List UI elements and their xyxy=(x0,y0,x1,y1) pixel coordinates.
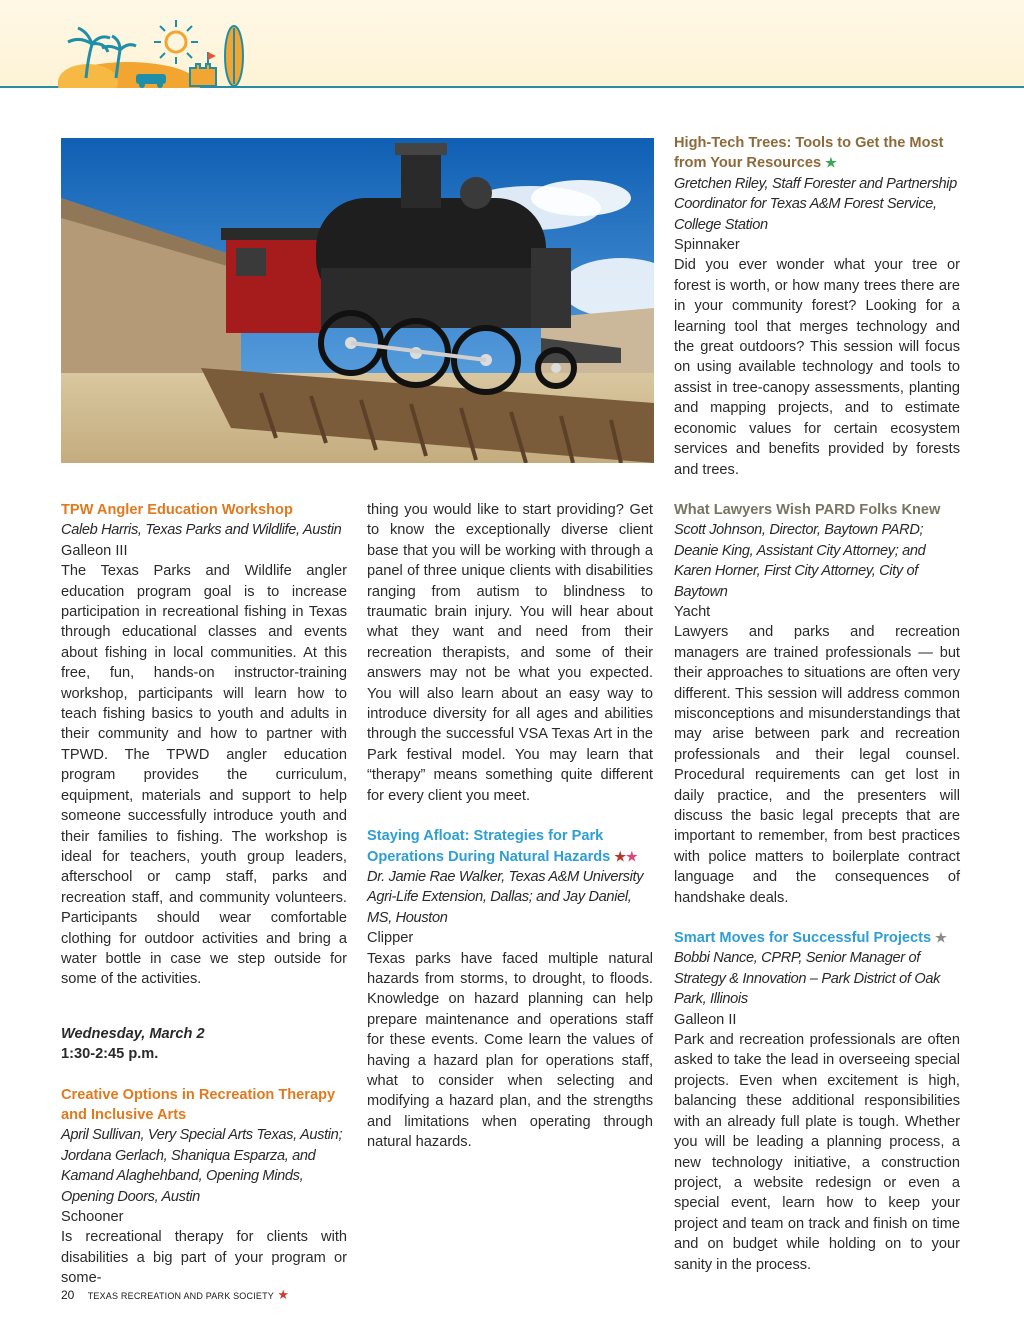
session-title-lawyers: What Lawyers Wish PARD Folks Knew xyxy=(674,501,941,518)
session-title-hightech-line2: from Your Resources xyxy=(674,155,822,172)
column-right xyxy=(674,133,960,1275)
schedule-date: Wednesday, March 2 xyxy=(61,1025,205,1042)
session-title-hightech-line1: High-Tech Trees: Tools to Get the Most xyxy=(674,135,944,151)
column-left xyxy=(61,500,347,1289)
session-title-creative-line1: Creative Options in Recreation Therapy xyxy=(61,1086,336,1103)
session-presenter-smart: Bobbi Nance, CPRP, Senior Manager of Strategy & Innovation – Park District of Oak Park, Illinois xyxy=(674,950,941,1008)
star-icon: ★ xyxy=(614,848,626,864)
page-number: 20 xyxy=(61,1288,75,1302)
session-title-angler: TPW Angler Education Workshop xyxy=(61,502,293,518)
session-description-lawyers: Lawyers and parks and recreation managers are trained professionals — but their approaches to situations are often very different. This session will address common misconceptions and misunderstandings that may arise between park and recreation professionals and their legal counsel. Procedural requirements can get lost in daily practice, and the presenters will discuss the basic legal precepts that are important to remember, from best practices with police matters to boilerplate contract language and the consequences of handshake deals. xyxy=(674,624,960,906)
star-icon: ★ xyxy=(935,930,947,946)
session-room-smart: Galleon II xyxy=(674,1011,737,1028)
session-description-creative-part1: Is recreational therapy for clients with disabilities a big part of your program or some- xyxy=(61,1229,347,1287)
session-title-afloat-line1: Staying Afloat: Strategies for Park xyxy=(367,828,604,845)
session-title-afloat-line2: Operations During Natural Hazards xyxy=(367,848,611,865)
session-title-creative xyxy=(61,1085,347,1126)
beach-logo-icon xyxy=(58,16,258,88)
session-title-afloat xyxy=(367,826,653,867)
session-title-smart xyxy=(674,928,960,948)
session-description-smart: Park and recreation professionals are often asked to take the lead in overseeing special projects. Even when excitement is high, balancing these additional responsibilities with an already full plate is tough. Whether you will be leading a planning process, a new technology initiative, a construction project, a website redesign or even a special event, learn how to keep your project and team on track and finish on time and on budget while holding on to your sanity in the process. xyxy=(674,1032,960,1273)
session-title-creative-line2: and Inclusive Arts xyxy=(61,1106,187,1123)
photo-illustration xyxy=(61,138,654,463)
session-room-hightech: Spinnaker xyxy=(674,237,740,254)
session-room-creative: Schooner xyxy=(61,1209,124,1225)
header-band xyxy=(0,0,1024,88)
schedule-time: 1:30-2:45 p.m. xyxy=(61,1046,159,1063)
session-title-hightech xyxy=(674,133,960,174)
star-icon: ★ xyxy=(277,1287,290,1302)
session-presenter-afloat: Dr. Jamie Rae Walker, Texas A&M University Agri-Life Extension, Dallas; and Jay Daniel, MS, Houston xyxy=(367,868,644,926)
session-description-hightech: Did you ever wonder what your tree or forest is worth, or how many trees there are in your community forest? Looking for a learning tool that merges technology and the great outdoors? This session will focus on using available technology and tools to assist in tree-canopy assessments, planting and mapping projects, and to estimate economic values for certain ecosystem services and benefits provided by forests and trees. xyxy=(674,257,960,478)
session-room-lawyers: Yacht xyxy=(674,603,711,620)
session-presenter-hightech: Gretchen Riley, Staff Forester and Partnership Coordinator for Texas A&M Forest Service, College Station xyxy=(674,175,957,233)
publication-name: TEXAS RECREATION AND PARK SOCIETY xyxy=(87,1291,275,1301)
session-description-angler: The Texas Parks and Wildlife angler education program goal is to increase participation in recreational fishing in Texas through educational classes and events about fishing in local communities. At this free, fun, hands-on instructor-training workshop, participants will learn how to teach fishing basics to youth and adults in their community and how to partner with TPWD. The TPWD angler education program provides the curriculum, equipment, materials and support to help someone successfully introduce youth and their families to fishing. The workshop is ideal for teachers, youth group leaders, afterschool or camp staff, parks and recreation staff, and community volunteers. Participants should wear comfortable clothing for outdoor activities and bring a water bottle in case we step outside for some of the activities. xyxy=(61,563,347,988)
session-presenter-creative: April Sullivan, Very Special Arts Texas, Austin; Jordana Gerlach, Shaniqua Esparza, and Kamand Alaghehband, Opening Minds, Opening Doors, Austin xyxy=(61,1127,343,1205)
session-description-afloat: Texas parks have faced multiple natural hazards from storms, to drought, to floods. Knowledge on hazard planning can help prepare maintenance and operations staff for these events. Come learn the values of having a hazard plan for operations staff, what to consider when selecting and modifying a hazard plan, and the strengths and limitations when operating through natural hazards. xyxy=(367,950,653,1151)
session-room-angler: Galleon III xyxy=(61,542,128,559)
page-footer xyxy=(61,1287,289,1303)
steam-locomotive-photo xyxy=(61,138,654,463)
session-title-smart-text: Smart Moves for Successful Projects xyxy=(674,930,932,947)
star-icon: ★ xyxy=(626,848,638,864)
session-room-afloat: Clipper xyxy=(367,930,414,947)
session-description-creative-part2: thing you would like to start providing? Get to know the exceptionally diverse client base that you will be working with through a panel of three unique clients with disabilities ranging from autism to blindness to traumatic brain injury. You will hear about what they want and need from their recreation therapists, and some of their answers may not be what you expected. You will also learn about an easy way to introduce diversity for all ages and abilities through the successful VSA Texas Art in the Park festival model. You may learn that “therapy” means something quite different for every client you meet. xyxy=(367,502,653,804)
column-middle xyxy=(367,500,653,1153)
star-icon: ★ xyxy=(825,155,837,171)
session-presenter-angler: Caleb Harris, Texas Parks and Wildlife, Austin xyxy=(61,522,342,539)
session-presenter-lawyers: Scott Johnson, Director, Baytown PARD; Deanie King, Assistant City Attorney; and Karen Horner, First City Attorney, City of Baytown xyxy=(674,522,926,600)
